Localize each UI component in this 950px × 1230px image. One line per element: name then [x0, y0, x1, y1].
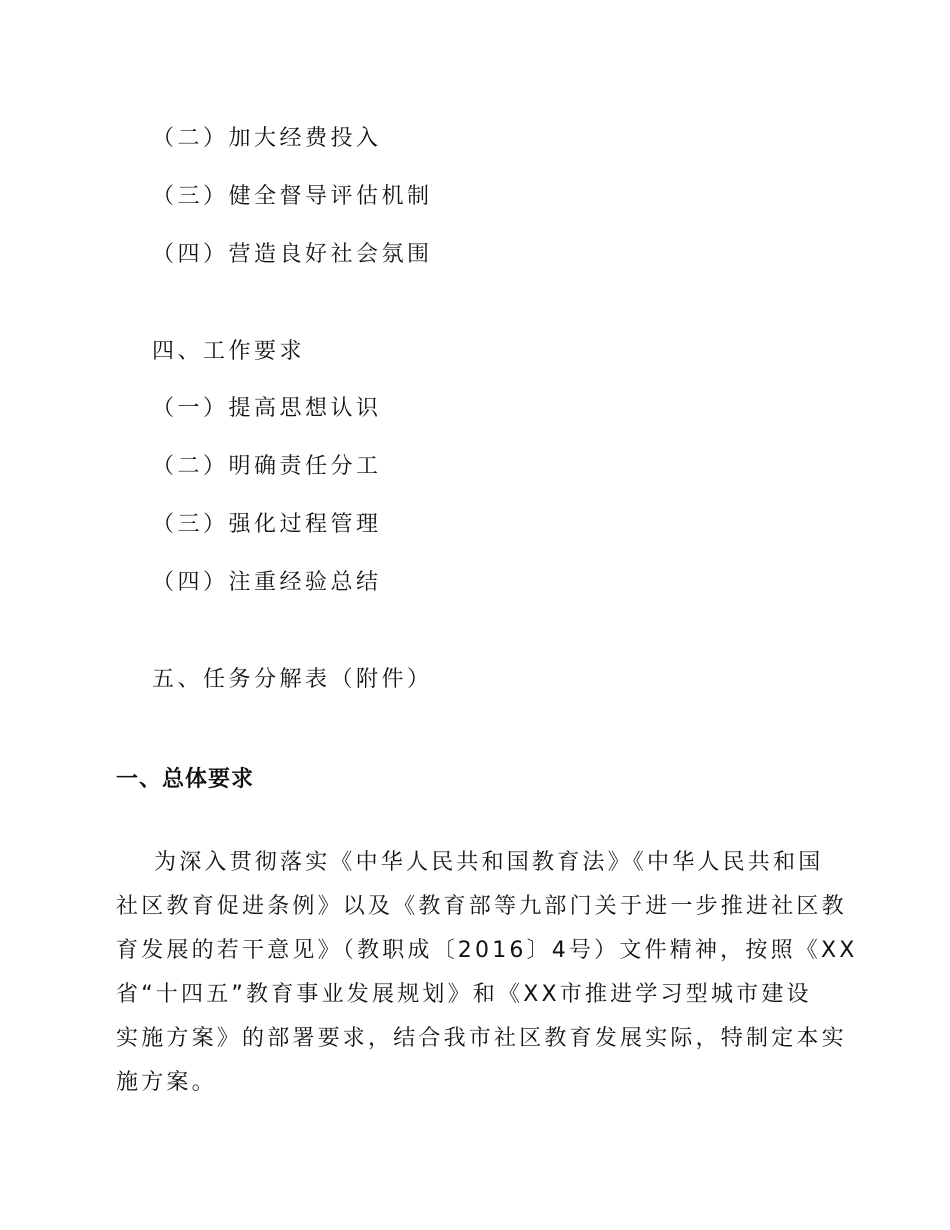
paragraph-line-5: 实施方案》的部署要求，结合我市社区教育发展实际，特制定本实 [116, 1026, 847, 1051]
outline-item-3-2: （二）加大经费投入 [152, 126, 382, 151]
outline-item-4-2: （二）明确责任分工 [152, 454, 382, 479]
heading-general-requirements: 一、总体要求 [116, 767, 255, 792]
paragraph-line-1: 为深入贯彻落实《中华人民共和国教育法》《中华人民共和国 [154, 850, 824, 875]
outline-item-3-4: （四）营造良好社会氛围 [152, 242, 433, 267]
paragraph-line-4: 省“十四五”教育事业发展规划》和《XX市推进学习型城市建设 [116, 982, 812, 1007]
outline-item-3-3: （三）健全督导评估机制 [152, 184, 433, 209]
section-4-title: 四、工作要求 [152, 339, 306, 364]
outline-item-4-3: （三）强化过程管理 [152, 512, 382, 537]
outline-item-4-1: （一）提高思想认识 [152, 396, 382, 421]
paragraph-line-2: 社区教育促进条例》以及《教育部等九部门关于进一步推进社区教 [116, 894, 847, 919]
paragraph-line-6: 施方案。 [116, 1070, 217, 1095]
paragraph-line-3: 育发展的若干意见》（教职成〔2016〕4号）文件精神，按照《XX [116, 938, 858, 963]
section-5-title: 五、任务分解表（附件） [152, 667, 433, 692]
body-paragraph [116, 841, 858, 1105]
outline-item-4-4: （四）注重经验总结 [152, 570, 382, 595]
